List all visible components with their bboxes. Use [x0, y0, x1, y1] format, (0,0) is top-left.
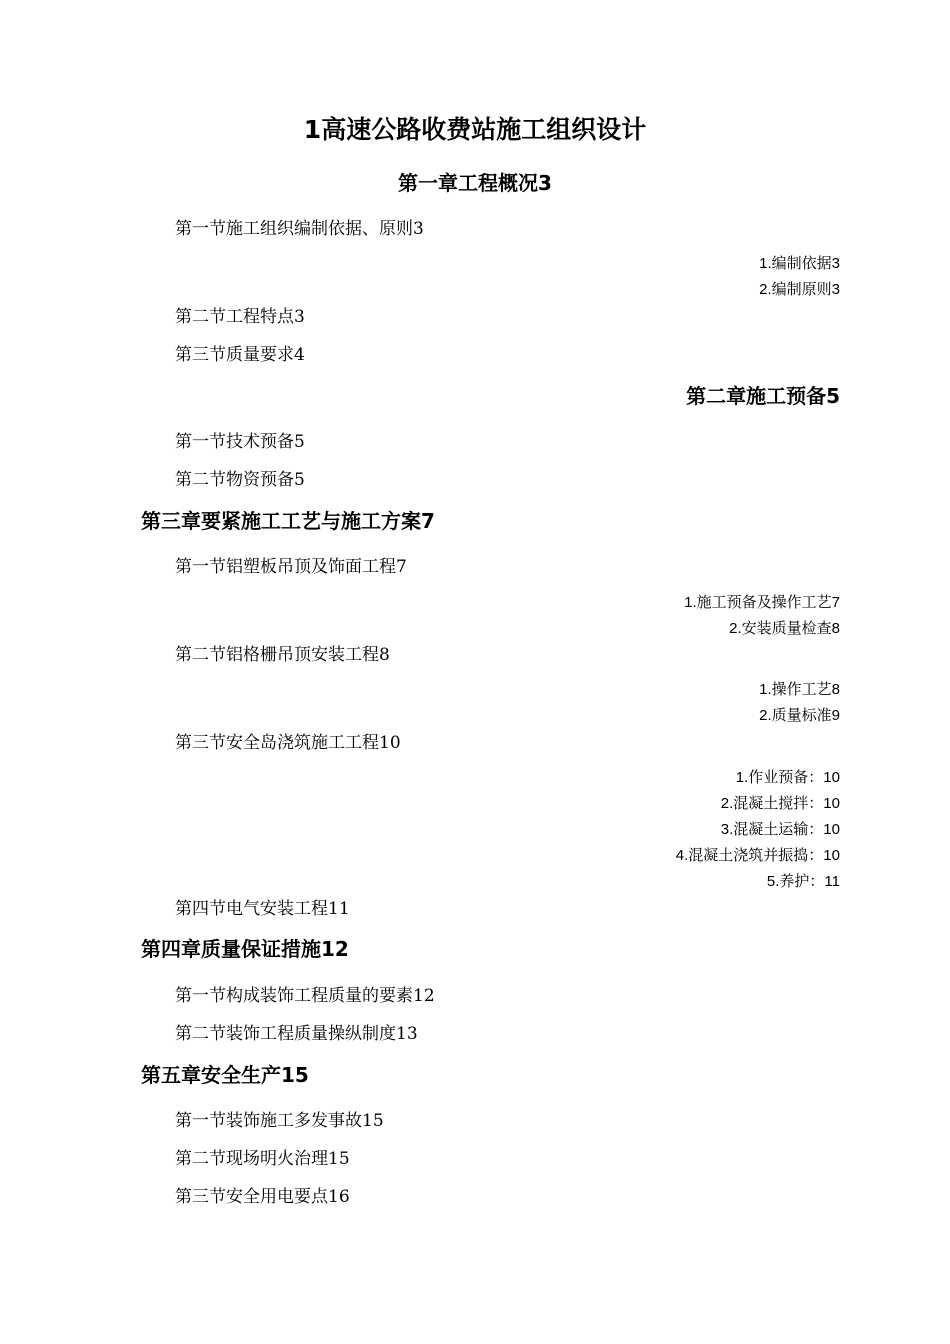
toc-item: 5.养护：11: [766, 873, 840, 890]
toc-section: 第二节物资预备5: [175, 470, 305, 490]
toc-chapter-2: 第二章施工预备5: [686, 384, 840, 408]
toc-item: 1.作业预备：10: [735, 769, 840, 786]
toc-item: 4.混凝土浇筑并振捣：10: [675, 847, 840, 864]
toc-chapter-4: 第四章质量保证措施12: [141, 937, 349, 961]
toc-section: 第二节工程特点3: [175, 307, 305, 327]
toc-section: 第一节技术预备5: [175, 432, 305, 452]
toc-section: 第二节铝格栅吊顶安装工程8: [175, 645, 390, 665]
toc-item: 1.操作工艺8: [759, 681, 840, 698]
toc-section: 第一节铝塑板吊顶及饰面工程7: [175, 557, 407, 577]
toc-chapter-1: 第一章工程概况3: [398, 171, 552, 195]
document-title: 1高速公路收费站施工组织设计: [303, 115, 647, 144]
toc-section: 第二节现场明火治理15: [175, 1149, 350, 1169]
toc-section: 第四节电气安装工程11: [175, 899, 350, 919]
toc-item: 3.混凝土运输：10: [720, 821, 840, 838]
toc-section: 第二节装饰工程质量操纵制度13: [175, 1024, 418, 1044]
toc-section: 第三节安全岛浇筑施工工程10: [175, 733, 401, 753]
toc-section: 第一节施工组织编制依据、原则3: [175, 219, 424, 239]
toc-chapter-5: 第五章安全生产15: [141, 1063, 309, 1087]
toc-section: 第三节质量要求4: [175, 345, 305, 365]
toc-section: 第一节构成装饰工程质量的要素12: [175, 986, 435, 1006]
toc-section: 第一节装饰施工多发事故15: [175, 1111, 384, 1131]
toc-item: 2.混凝土搅拌：10: [720, 795, 840, 812]
toc-item: 2.安装质量检查8: [729, 620, 840, 637]
toc-item: 1.施工预备及操作工艺7: [684, 594, 840, 611]
toc-chapter-3: 第三章要紧施工工艺与施工方案7: [141, 509, 435, 533]
toc-item: 2.编制原则3: [759, 281, 840, 298]
toc-section: 第三节安全用电要点16: [175, 1187, 350, 1207]
toc-item: 1.编制依据3: [759, 255, 840, 272]
toc-item: 2.质量标准9: [759, 707, 840, 724]
